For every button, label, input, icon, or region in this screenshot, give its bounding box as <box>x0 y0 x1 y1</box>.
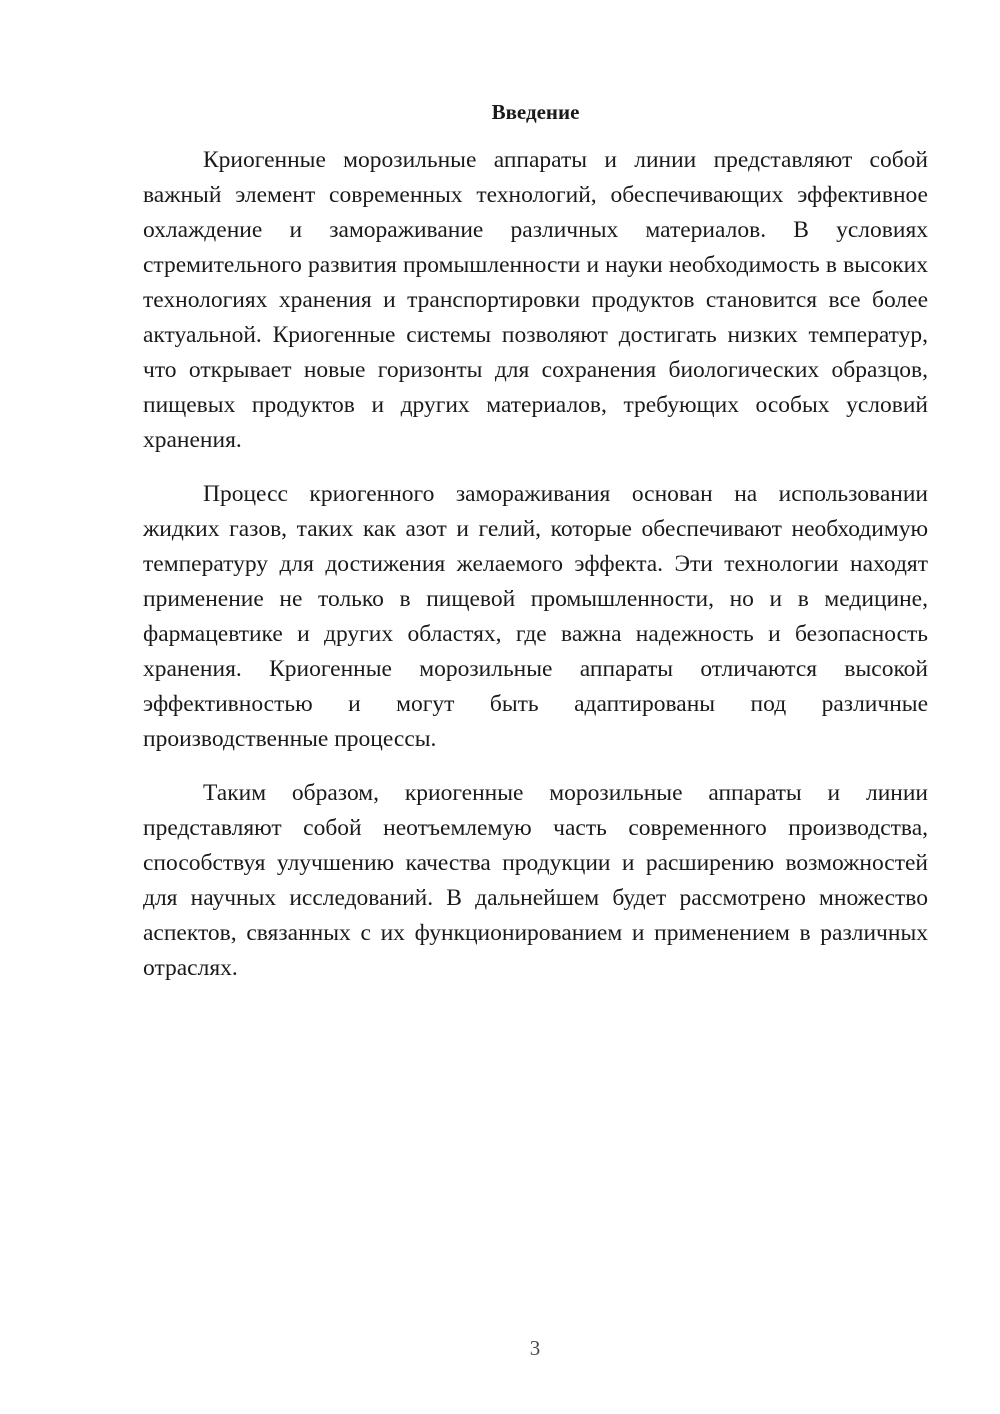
page-number: 3 <box>529 1336 541 1360</box>
paragraph-3: Таким образом, криогенные морозильные аппараты и линии представляют собой неотъемлемую часть современного производства, способствуя улучшению качества продукции и расширению возможностей для научных исследований. В дальнейшем будет рассмотрено множество аспектов, связанных с их функционированием и применением в различных отраслях. <box>143 780 928 981</box>
paragraph-2: Процесс криогенного замораживания основан на использовании жидких газов, таких как азот и гелий, которые обеспечивают необходимую температуру для достижения желаемого эффекта. Эти технологии находят применение не только в пищевой промышленности, но и в медицине, фармацевтике и других областях, где важна надежность и безопасность хранения. Криогенные морозильные аппараты отличаются высокой эффективностью и могут быть адаптированы под различные производственные процессы. <box>143 481 928 752</box>
body-text <box>143 143 928 1005</box>
paragraph-1: Криогенные морозильные аппараты и линии представляют собой важный элемент современных технологий, обеспечивающих эффективное охлаждение и замораживание различных материалов. В условиях стремительного развития промышленности и науки необходимость в высоких технологиях хранения и транспортировки продуктов становится все более актуальной. Криогенные системы позволяют достигать низких температур, что открывает новые горизонты для сохранения биологических образцов, пищевых продуктов и других материалов, требующих особых условий хранения. <box>143 147 928 453</box>
section-heading: Введение <box>491 100 580 124</box>
